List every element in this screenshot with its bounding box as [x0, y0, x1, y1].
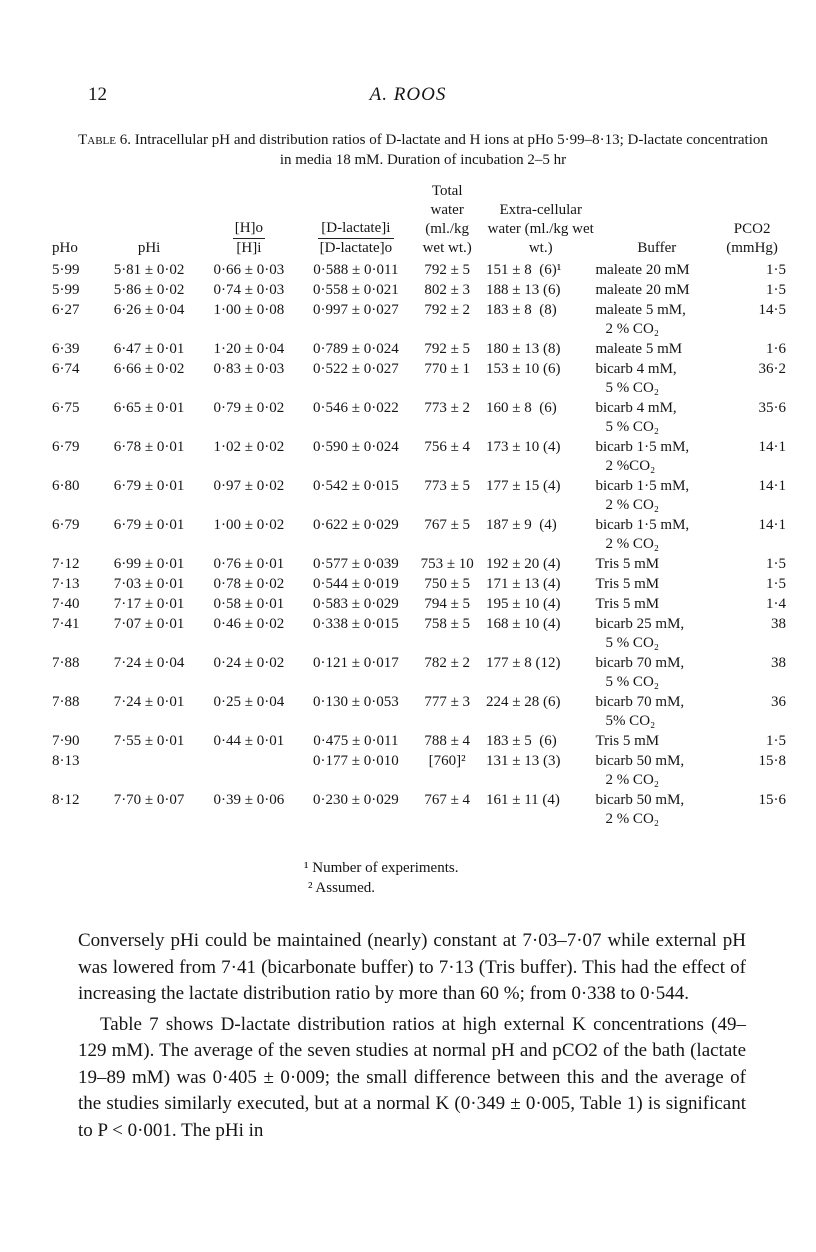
- cell-pho: 7·41: [52, 616, 80, 632]
- table-row: [50, 280, 790, 300]
- footnote-2: ² Assumed.: [308, 880, 376, 896]
- table-row: [50, 653, 790, 692]
- cell-h-ratio: 0·78 ± 0·02: [213, 576, 285, 592]
- buffer-line-1: maleate 20 mM: [595, 282, 690, 298]
- cell-total-water: 788 ± 4: [424, 733, 471, 749]
- cell-extracellular-water: 171 ± 13 (4): [486, 576, 561, 592]
- cell-h-ratio: 0·24 ± 0·02: [213, 655, 285, 671]
- cell-extracellular-water: 188 ± 13 (6): [486, 282, 561, 298]
- header-lactate-ratio-denominator: [D-lactate]o: [319, 240, 393, 256]
- cell-pho: 7·13: [52, 576, 80, 592]
- cell-lactate-ratio: 0·542 ± 0·015: [313, 478, 399, 494]
- cell-pho: 6·27: [52, 302, 80, 318]
- cell-phi: 7·03 ± 0·01: [113, 576, 185, 592]
- buffer-line-2: 2 %CO₂: [605, 458, 656, 474]
- table-row: [50, 751, 790, 790]
- body-text: [78, 928, 746, 1144]
- cell-phi: 6·26 ± 0·04: [113, 302, 185, 318]
- table-row: [50, 554, 790, 574]
- body-paragraph-1: Conversely pHi could be maintained (nearly) constant at 7·03–7·07 while external pH was lowered from 7·41 (bicarbonate buffer) to 7·13 (Tris buffer). This had the effect of increasing the lactate distribution ratio by more than 60 %; from 0·338 to 0·544.: [78, 930, 746, 1004]
- cell-pho: 6·79: [52, 439, 80, 455]
- cell-total-water: [760]²: [428, 753, 466, 769]
- table-footnotes: [304, 858, 458, 898]
- cell-buffer: [595, 437, 718, 476]
- cell-h-ratio: 0·39 ± 0·06: [213, 792, 285, 808]
- cell-pho: 5·99: [52, 282, 80, 298]
- cell-pho: 6·39: [52, 341, 80, 357]
- cell-buffer: [595, 614, 718, 653]
- buffer-line-1: maleate 20 mM: [595, 262, 690, 278]
- buffer-line-2: 2 % CO₂: [605, 321, 659, 337]
- buffer-line-1: bicarb 4 mM,: [595, 361, 677, 377]
- data-table: [50, 182, 790, 829]
- cell-pho: 5·99: [52, 262, 80, 278]
- cell-pco2: 36: [771, 694, 786, 710]
- buffer-line-1: Tris 5 mM: [595, 556, 660, 572]
- cell-lactate-ratio: 0·588 ± 0·011: [313, 262, 399, 278]
- cell-phi: 6·66 ± 0·02: [113, 361, 185, 377]
- cell-h-ratio: 0·74 ± 0·03: [213, 282, 285, 298]
- buffer-line-2: 5 % CO₂: [605, 674, 659, 690]
- cell-h-ratio: 0·25 ± 0·04: [213, 694, 285, 710]
- cell-pho: 8·12: [52, 792, 80, 808]
- cell-extracellular-water: 177 ± 15 (4): [486, 478, 561, 494]
- cell-buffer: [595, 653, 718, 692]
- buffer-line-1: Tris 5 mM: [595, 596, 660, 612]
- cell-total-water: 767 ± 5: [424, 517, 471, 533]
- cell-pco2: 38: [771, 616, 786, 632]
- cell-buffer: [595, 260, 718, 280]
- cell-phi: 6·79 ± 0·01: [113, 517, 185, 533]
- cell-lactate-ratio: 0·177 ± 0·010: [313, 753, 399, 769]
- buffer-line-2: 2 % CO₂: [605, 811, 659, 827]
- buffer-line-2: 5 % CO₂: [605, 380, 659, 396]
- cell-h-ratio: 0·66 ± 0·03: [213, 262, 285, 278]
- cell-pco2: 1·5: [766, 576, 786, 592]
- cell-extracellular-water: 224 ± 28 (6): [486, 694, 561, 710]
- table-row: [50, 731, 790, 751]
- cell-buffer: [595, 594, 718, 614]
- table-row: [50, 574, 790, 594]
- cell-lactate-ratio: 0·590 ± 0·024: [313, 439, 399, 455]
- table-row: [50, 260, 790, 280]
- cell-phi: 7·24 ± 0·01: [113, 694, 185, 710]
- cell-buffer: [595, 398, 718, 437]
- table-row: [50, 614, 790, 653]
- cell-extracellular-water: 161 ± 11 (4): [486, 792, 560, 808]
- cell-lactate-ratio: 0·230 ± 0·029: [313, 792, 399, 808]
- cell-phi: 7·07 ± 0·01: [113, 616, 185, 632]
- buffer-line-1: bicarb 70 mM,: [595, 694, 685, 710]
- cell-lactate-ratio: 0·522 ± 0·027: [313, 361, 399, 377]
- table-row: [50, 398, 790, 437]
- header-phi: pHi: [137, 240, 161, 256]
- cell-buffer: [595, 574, 718, 594]
- cell-pco2: 1·4: [766, 596, 786, 612]
- cell-total-water: 750 ± 5: [424, 576, 471, 592]
- table-row: [50, 476, 790, 515]
- buffer-line-2: 2 % CO₂: [605, 772, 659, 788]
- cell-pco2: 1·5: [766, 733, 786, 749]
- cell-buffer: [595, 751, 718, 790]
- cell-pco2: 1·5: [766, 556, 786, 572]
- table-row: [50, 692, 790, 731]
- cell-h-ratio: 0·58 ± 0·01: [213, 596, 285, 612]
- cell-phi: 7·55 ± 0·01: [113, 733, 185, 749]
- cell-phi: 7·17 ± 0·01: [113, 596, 185, 612]
- cell-pho: 6·79: [52, 517, 80, 533]
- cell-total-water: 794 ± 5: [424, 596, 471, 612]
- cell-extracellular-water: 183 ± 8 (8): [486, 302, 557, 318]
- cell-buffer: [595, 790, 718, 829]
- cell-phi: 7·24 ± 0·04: [113, 655, 185, 671]
- cell-h-ratio: 1·00 ± 0·08: [213, 302, 285, 318]
- table-row: [50, 339, 790, 359]
- cell-total-water: 756 ± 4: [424, 439, 471, 455]
- cell-phi: 5·86 ± 0·02: [113, 282, 185, 298]
- buffer-line-1: Tris 5 mM: [595, 576, 660, 592]
- table-header-row: [50, 182, 790, 260]
- cell-buffer: [595, 300, 718, 339]
- cell-lactate-ratio: 0·558 ± 0·021: [313, 282, 399, 298]
- cell-h-ratio: 1·02 ± 0·02: [213, 439, 285, 455]
- cell-pho: 7·88: [52, 655, 80, 671]
- cell-phi: 6·99 ± 0·01: [113, 556, 185, 572]
- cell-lactate-ratio: 0·789 ± 0·024: [313, 341, 399, 357]
- cell-buffer: [595, 515, 718, 554]
- cell-h-ratio: 0·46 ± 0·02: [213, 616, 285, 632]
- cell-pco2: 36·2: [758, 361, 786, 377]
- cell-pco2: 1·6: [766, 341, 786, 357]
- running-head: A. ROOS: [369, 84, 447, 105]
- cell-pco2: 15·8: [758, 753, 786, 769]
- cell-total-water: 802 ± 3: [424, 282, 471, 298]
- table-row: [50, 437, 790, 476]
- cell-lactate-ratio: 0·997 ± 0·027: [313, 302, 399, 318]
- header-pco2: PCO2 (mmHg): [726, 221, 778, 256]
- cell-extracellular-water: 192 ± 20 (4): [486, 556, 561, 572]
- buffer-line-1: bicarb 70 mM,: [595, 655, 685, 671]
- table-caption-label: Table 6.: [78, 132, 131, 148]
- table-row: [50, 594, 790, 614]
- buffer-line-2: 5 % CO₂: [605, 635, 659, 651]
- cell-total-water: 773 ± 2: [424, 400, 471, 416]
- buffer-line-2: 5 % CO₂: [605, 419, 659, 435]
- buffer-line-1: bicarb 1·5 mM,: [595, 517, 690, 533]
- buffer-line-2: 5% CO₂: [605, 713, 656, 729]
- cell-pho: 7·12: [52, 556, 80, 572]
- cell-total-water: 773 ± 5: [424, 478, 471, 494]
- buffer-line-1: bicarb 50 mM,: [595, 753, 685, 769]
- cell-extracellular-water: 187 ± 9 (4): [486, 517, 557, 533]
- cell-total-water: 753 ± 10: [420, 556, 474, 572]
- cell-pho: 6·75: [52, 400, 80, 416]
- buffer-line-1: maleate 5 mM,: [595, 302, 686, 318]
- cell-phi: 6·65 ± 0·01: [113, 400, 185, 416]
- cell-lactate-ratio: 0·583 ± 0·029: [313, 596, 399, 612]
- buffer-line-1: Tris 5 mM: [595, 733, 660, 749]
- cell-total-water: 792 ± 5: [424, 341, 471, 357]
- cell-h-ratio: 0·44 ± 0·01: [213, 733, 285, 749]
- buffer-line-1: bicarb 1·5 mM,: [595, 439, 690, 455]
- cell-phi: 7·70 ± 0·07: [113, 792, 185, 808]
- cell-lactate-ratio: 0·338 ± 0·015: [313, 616, 399, 632]
- cell-buffer: [595, 359, 718, 398]
- cell-lactate-ratio: 0·475 ± 0·011: [313, 733, 399, 749]
- cell-total-water: 792 ± 2: [424, 302, 471, 318]
- cell-h-ratio: 0·79 ± 0·02: [213, 400, 285, 416]
- cell-pco2: 38: [771, 655, 786, 671]
- cell-pco2: 15·6: [758, 792, 786, 808]
- header-lactate-ratio: [297, 182, 414, 260]
- header-pho: pHo: [52, 240, 78, 256]
- cell-total-water: 792 ± 5: [424, 262, 471, 278]
- footnote-1: ¹ Number of experiments.: [304, 860, 459, 876]
- cell-pco2: 35·6: [758, 400, 786, 416]
- buffer-line-2: 2 % CO₂: [605, 536, 659, 552]
- cell-extracellular-water: 160 ± 8 (6): [486, 400, 557, 416]
- header-h-ratio-numerator: [H]o: [233, 219, 265, 239]
- cell-buffer: [595, 476, 718, 515]
- cell-extracellular-water: 173 ± 10 (4): [486, 439, 561, 455]
- cell-lactate-ratio: 0·577 ± 0·039: [313, 556, 399, 572]
- cell-extracellular-water: 168 ± 10 (4): [486, 616, 561, 632]
- cell-phi: 5·81 ± 0·02: [113, 262, 185, 278]
- cell-h-ratio: [200, 751, 297, 790]
- cell-pco2: 14·1: [758, 478, 786, 494]
- cell-extracellular-water: 131 ± 13 (3): [486, 753, 561, 769]
- cell-lactate-ratio: 0·546 ± 0·022: [313, 400, 399, 416]
- cell-lactate-ratio: 0·121 ± 0·017: [313, 655, 399, 671]
- buffer-line-1: bicarb 25 mM,: [595, 616, 685, 632]
- cell-phi: 6·79 ± 0·01: [113, 478, 185, 494]
- cell-extracellular-water: 183 ± 5 (6): [486, 733, 557, 749]
- cell-pho: 8·13: [52, 753, 80, 769]
- header-buffer: Buffer: [637, 240, 677, 256]
- table-row: [50, 515, 790, 554]
- cell-pco2: 1·5: [766, 262, 786, 278]
- cell-lactate-ratio: 0·130 ± 0·053: [313, 694, 399, 710]
- cell-buffer: [595, 339, 718, 359]
- cell-extracellular-water: 153 ± 10 (6): [486, 361, 561, 377]
- cell-extracellular-water: 195 ± 10 (4): [486, 596, 561, 612]
- table-row: [50, 359, 790, 398]
- cell-extracellular-water: 151 ± 8 (6)¹: [486, 262, 562, 278]
- cell-h-ratio: 0·83 ± 0·03: [213, 361, 285, 377]
- cell-buffer: [595, 692, 718, 731]
- table-caption: [78, 130, 768, 170]
- cell-phi: [98, 751, 201, 790]
- cell-phi: 6·78 ± 0·01: [113, 439, 185, 455]
- cell-h-ratio: 1·20 ± 0·04: [213, 341, 285, 357]
- cell-pco2: 14·1: [758, 439, 786, 455]
- cell-total-water: 777 ± 3: [424, 694, 471, 710]
- cell-buffer: [595, 554, 718, 574]
- body-paragraph-2: Table 7 shows D-lactate distribution ratios at high external K concentrations (49–129 mM). The average of the seven studies at normal pH and pCO2 of the bath (lactate 19–89 mM) was 0·405 ± 0·009; the small difference between this and the average of the studies similarly executed, but at a normal K (0·349 ± 0·005, Table 1) is significant to P < 0·001. The pHi in: [78, 1013, 746, 1141]
- buffer-line-2: 2 % CO₂: [605, 497, 659, 513]
- header-extracellular-water: Extra-cellular water (ml./kg wet wt.): [487, 202, 594, 256]
- cell-lactate-ratio: 0·622 ± 0·029: [313, 517, 399, 533]
- cell-h-ratio: 0·76 ± 0·01: [213, 556, 285, 572]
- cell-pco2: 1·5: [766, 282, 786, 298]
- cell-buffer: [595, 731, 718, 751]
- cell-extracellular-water: 177 ± 8 (12): [486, 655, 561, 671]
- cell-phi: 6·47 ± 0·01: [113, 341, 185, 357]
- cell-buffer: [595, 280, 718, 300]
- cell-h-ratio: 1·00 ± 0·02: [213, 517, 285, 533]
- cell-pho: 7·40: [52, 596, 80, 612]
- header-h-ratio: [200, 182, 297, 260]
- header-total-water: Total water (ml./kg wet wt.): [422, 183, 472, 256]
- buffer-line-1: maleate 5 mM: [595, 341, 683, 357]
- header-lactate-ratio-numerator: [D-lactate]i: [318, 219, 394, 239]
- cell-pho: 6·80: [52, 478, 80, 494]
- cell-pco2: 14·5: [758, 302, 786, 318]
- page-number: 12: [88, 84, 107, 105]
- buffer-line-1: bicarb 50 mM,: [595, 792, 685, 808]
- cell-h-ratio: 0·97 ± 0·02: [213, 478, 285, 494]
- cell-pho: 7·90: [52, 733, 80, 749]
- buffer-line-1: bicarb 4 mM,: [595, 400, 677, 416]
- buffer-line-1: bicarb 1·5 mM,: [595, 478, 690, 494]
- cell-pho: 7·88: [52, 694, 80, 710]
- cell-extracellular-water: 180 ± 13 (8): [486, 341, 561, 357]
- cell-total-water: 782 ± 2: [424, 655, 471, 671]
- table-row: [50, 300, 790, 339]
- cell-pho: 6·74: [52, 361, 80, 377]
- table-row: [50, 790, 790, 829]
- cell-total-water: 770 ± 1: [424, 361, 471, 377]
- header-h-ratio-denominator: [H]i: [236, 240, 262, 256]
- cell-total-water: 758 ± 5: [424, 616, 471, 632]
- cell-total-water: 767 ± 4: [424, 792, 471, 808]
- cell-pco2: 14·1: [758, 517, 786, 533]
- cell-lactate-ratio: 0·544 ± 0·019: [313, 576, 399, 592]
- table-caption-text: Intracellular pH and distribution ratios of D-lactate and H ions at pHo 5·99–8·13; D-lactate concentration in media 18 mM. Duration of incubation 2–5 hr: [134, 132, 768, 168]
